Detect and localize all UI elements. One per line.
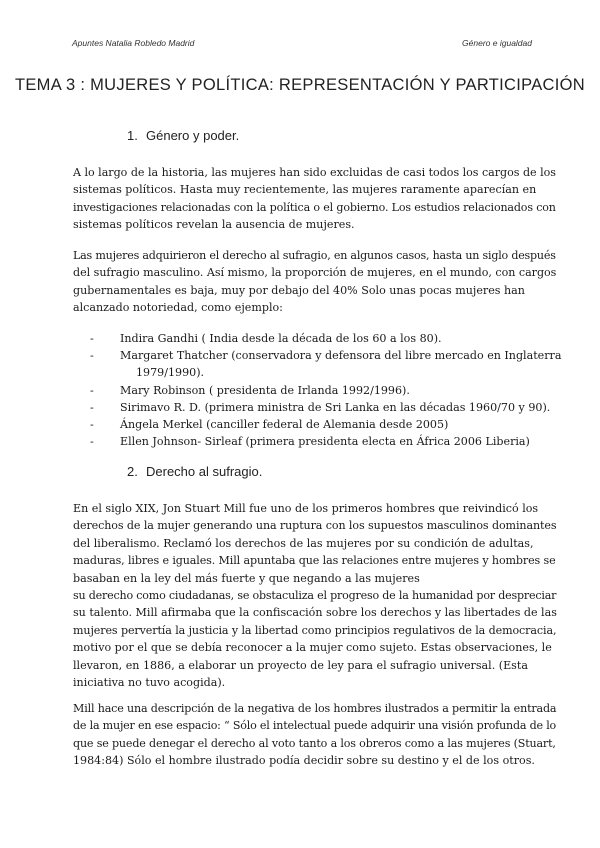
text-line: sistemas políticos revelan la ausencia de mujeres.	[73, 218, 355, 232]
list-item-text: Sirimavo R. D. (primera ministra de Sri Lanka en las décadas 1960/70 y 90).	[120, 400, 551, 414]
list-dash: -	[90, 349, 94, 363]
list-item-text: Indira Gandhi ( India desde la década de los 60 a los 80).	[120, 332, 442, 345]
text-line: gubernamentales es baja, muy por debajo del 40% Solo unas pocas mujeres han	[73, 283, 525, 297]
section-2-heading-text: Derecho al sufragio.	[146, 464, 263, 479]
list-dash: -	[90, 332, 94, 345]
list-item	[73, 433, 543, 450]
text-line: su derecho como ciudadanas, se obstaculiza el progreso de la humanidad por despreciar	[73, 589, 557, 603]
list-item	[73, 330, 543, 347]
text-line: Mill hace una descripción de la negativa de los hombres ilustrados a permitir la entrada	[73, 702, 557, 715]
text-line: llevaron, en 1886, a elaborar un proyecto de ley para el sufragio universal. (Esta	[73, 658, 528, 672]
section-2-heading	[127, 464, 262, 479]
text-line: En el siglo XIX, Jon Stuart Mill fue uno de los primeros hombres que reivindicó los	[73, 502, 539, 515]
section-2-number: 2.	[127, 464, 138, 479]
text-line: A lo largo de la historia, las mujeres han sido excluidas de casi todos los cargos de los	[73, 166, 556, 179]
text-line: 1984:84) Sólo el hombre ilustrado podía decidir sobre su destino y el de los otros.	[73, 754, 535, 768]
text-line: basaban en la ley del más fuerte y que negando a las mujeres	[73, 571, 420, 585]
list-item	[73, 399, 551, 416]
header-subject: Género e igualdad	[462, 38, 532, 48]
section-2-paragraph-1	[73, 500, 557, 691]
text-line: que se puede denegar el derecho al voto tanto a los obreros como a las mujeres (Stuart,	[73, 736, 556, 750]
list-item	[73, 416, 543, 433]
text-line: iniciativa no tuvo acogida).	[73, 676, 226, 690]
list-dash: -	[90, 400, 94, 414]
text-line: mujeres pervertía la justicia y la libertad como principios regulativos de la democracia,	[73, 623, 557, 637]
list-item	[73, 347, 562, 381]
text-line: motivo por el que se debía reconocer a la mujer como sujeto. Estas observaciones, le	[73, 641, 552, 655]
text-line: del liberalismo. Reclamó los derechos de las mujeres por su condición de adultas,	[73, 536, 534, 550]
list-dash: -	[90, 435, 94, 449]
women-leaders-list	[73, 330, 562, 450]
section-1-heading	[127, 128, 239, 143]
text-line: Las mujeres adquirieron el derecho al sufragio, en algunos casos, hasta un siglo después	[73, 249, 556, 262]
text-line: de la mujer en ese espacio: “ Sólo el intelectual puede adquirir una visión profunda de lo	[73, 719, 557, 733]
section-2-paragraph-2	[73, 700, 557, 770]
text-line: alcanzado notoriedad, como ejemplo:	[73, 301, 283, 315]
section-1-heading-text: Género y poder.	[146, 128, 240, 143]
page-title: TEMA 3 : MUJERES Y POLÍTICA: REPRESENTACIÓN Y PARTICIPACIÓN	[15, 76, 585, 94]
text-line: investigaciones relacionadas con la política o el gobierno. Los estudios relacionados con	[73, 200, 556, 214]
text-line: su talento. Mill afirmaba que la confiscación sobre los derechos y las libertades de las	[73, 606, 557, 620]
text-line: derechos de la mujer generando una ruptura con los supuestos masculinos dominantes	[73, 519, 557, 533]
text-line: del sufragio masculino. Así mismo, la proporción de mujeres, en el mundo, con cargos	[73, 266, 557, 280]
list-item-text: Mary Robinson ( presidenta de Irlanda 1992/1996).	[120, 383, 410, 397]
list-item-text: Ángela Merkel (canciller federal de Alemania desde 2005)	[120, 418, 449, 432]
list-item-text: Ellen Johnson- Sirleaf (primera presidenta electa en África 2006 Liberia)	[120, 435, 530, 449]
list-item-text: 1979/1990).	[136, 366, 205, 380]
list-dash: -	[90, 418, 94, 432]
header-author: Apuntes Natalia Robledo Madrid	[72, 38, 195, 48]
text-line: sistemas políticos. Hasta muy recientemente, las mujeres raramente aparecían en	[73, 183, 537, 197]
section-1-paragraph-1	[73, 164, 556, 234]
list-item	[73, 382, 543, 399]
section-1-paragraph-2	[73, 247, 557, 317]
text-line: maduras, libres e iguales. Mill apuntaba que las relaciones entre mujeres y hombres se	[73, 554, 556, 568]
list-item-text: Margaret Thatcher (conservadora y defensora del libre mercado en Inglaterra	[120, 349, 562, 363]
section-1-number: 1.	[127, 128, 138, 143]
list-dash: -	[90, 383, 94, 397]
